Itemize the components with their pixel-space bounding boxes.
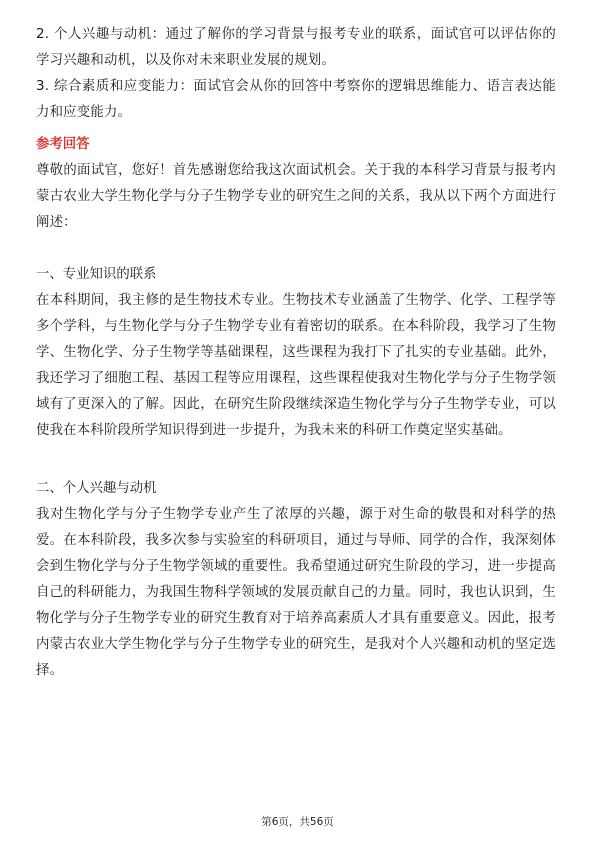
- document-page: [36, 22, 556, 684]
- evaluation-point-2: 2. 个人兴趣与动机：通过了解你的学习背景与报考专业的联系，面试官可以评估你的学习兴趣和动机，以及你对未来职业发展的规划。: [36, 27, 556, 68]
- section-body-knowledge: 在本科期间，我主修的是生物技术专业。生物技术专业涵盖了生物学、化学、工程学等多个学科，与生物化学与分子生物学专业有着密切的联系。在本科阶段，我学习了生物学、生物化学、分子生物学等基础课程，这些课程为我打下了扎实的专业基础。此外，我还学习了细胞工程、基因工程等应用课程，这些课程使我对生物化学与分子生物学领域有了更深入的了解。因此，在研究生阶段继续深造生物化学与分子生物学专业，可以使我在本科阶段所学知识得到进一步提升，为我未来的科研工作奠定坚实基础。: [36, 293, 556, 438]
- section-title-interest: 二、个人兴趣与动机: [36, 481, 157, 496]
- answer-title: 参考回答: [36, 137, 90, 152]
- page-number: 第6页，共56页: [261, 816, 334, 828]
- section-body-interest: 我对生物化学与分子生物学专业产生了浓厚的兴趣，源于对生命的敬畏和对科学的热爱。在本科阶段，我多次参与实验室的科研项目，通过与导师、同学的合作，我深刻体会到生物化学与分子生物学领域的重要性。我希望通过研究生阶段的学习，进一步提高自己的科研能力，为我国生物科学领域的发展贡献自己的力量。同时，我也认识到，生物化学与分子生物学专业的研究生教育对于培养高素质人才具有重要意义。因此，报考内蒙古农业大学生物化学与分子生物学专业的研究生，是我对个人兴趣和动机的坚定选择。: [36, 507, 556, 678]
- section-title-knowledge: 一、专业知识的联系: [36, 267, 157, 282]
- evaluation-point-3: 3. 综合素质和应变能力：面试官会从你的回答中考察你的逻辑思维能力、语言表达能力和应变能力。: [36, 79, 556, 120]
- answer-intro: 尊敬的面试官，您好！首先感谢您给我这次面试机会。关于我的本科学习背景与报考内蒙古农业大学生物化学与分子生物学专业的研究生之间的关系，我从以下两个方面进行阐述：: [36, 163, 556, 230]
